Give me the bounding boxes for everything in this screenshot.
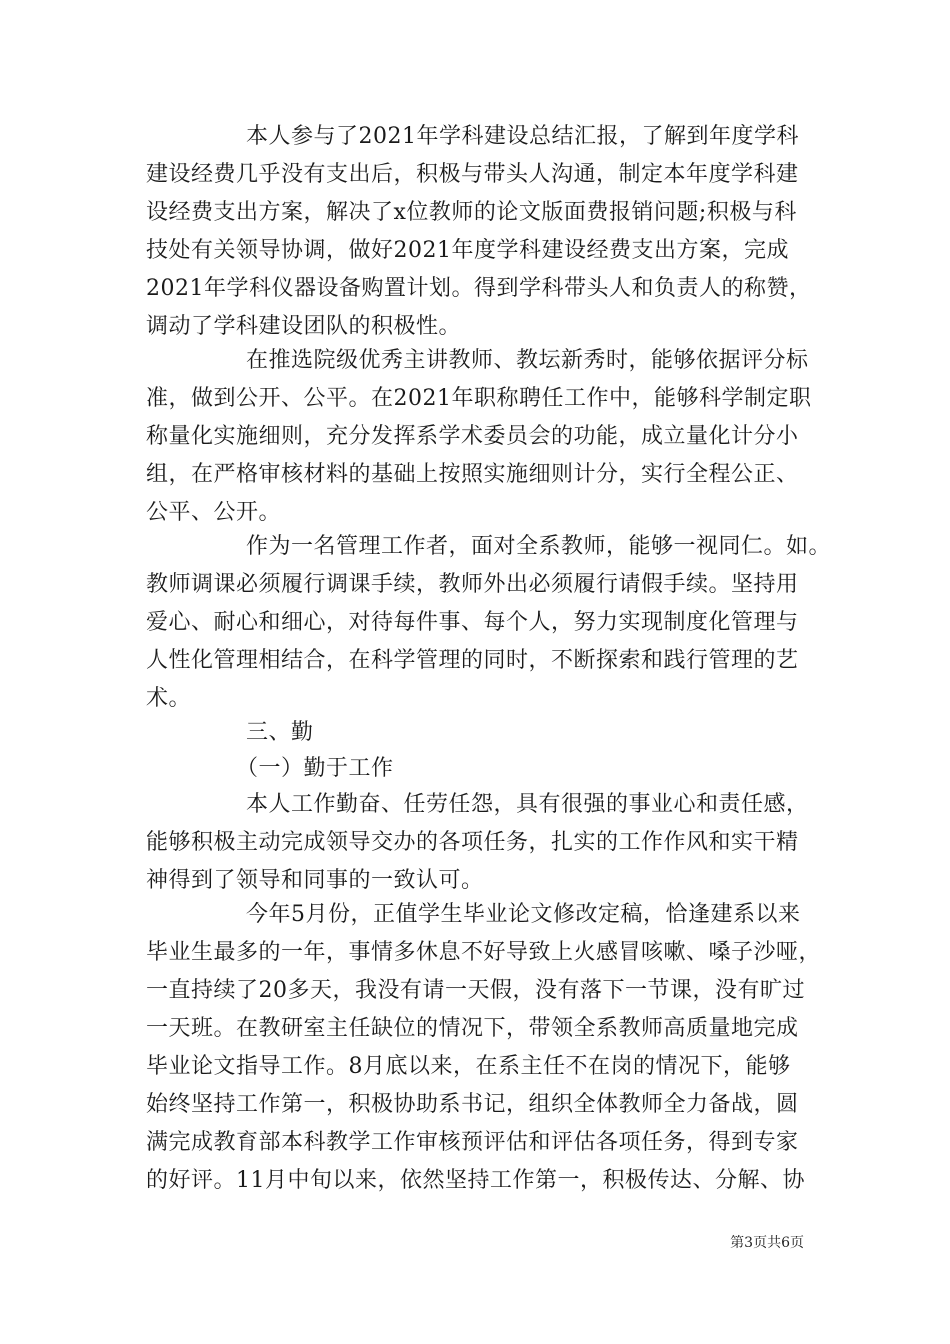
text-line: 术。 (146, 686, 192, 711)
text-line: 建设经费几乎没有支出后，积极与带头人沟通，制定本年度学科建 (146, 162, 799, 187)
text-line: 一天班。在教研室主任缺位的情况下，带领全系教师高质量地完成 (146, 1016, 799, 1041)
section-heading: 三、勤 (246, 720, 314, 745)
text-line: 一直持续了20多天，我没有请一天假，没有落下一节课，没有旷过 (146, 978, 805, 1003)
text-line: 作为一名管理工作者，面对全系教师，能够一视同仁。如。 (246, 534, 832, 559)
text-line: 能够积极主动完成领导交办的各项任务，扎实的工作作风和实干精 (146, 830, 799, 855)
text-line: 满完成教育部本科教学工作审核预评估和评估各项任务，得到专家 (146, 1130, 799, 1155)
text-line: 毕业论文指导工作。8月底以来，在系主任不在岗的情况下，能够 (146, 1054, 791, 1079)
text-line: 教师调课必须履行调课手续，教师外出必须履行请假手续。坚持用 (146, 572, 799, 597)
subsection-heading: （一）勤于工作 (236, 756, 394, 781)
text-line: 技处有关领导协调，做好2021年度学科建设经费支出方案，完成 (146, 238, 789, 263)
text-line: 本人参与了2021年学科建设总结汇报，了解到年度学科 (246, 124, 799, 149)
text-line: 在推选院级优秀主讲教师、教坛新秀时，能够依据评分标 (246, 348, 809, 373)
text-line: 本人工作勤奋、任劳任怨，具有很强的事业心和责任感， (246, 792, 809, 817)
text-line: 的好评。11月中旬以来，依然坚持工作第一，积极传达、分解、协 (146, 1168, 805, 1193)
text-line: 设经费支出方案，解决了x位教师的论文版面费报销问题;积极与科 (146, 200, 797, 225)
text-line: 调动了学科建设团队的积极性。 (146, 314, 462, 339)
page-number: 第3页共6页 (730, 1235, 804, 1251)
text-line: 今年5月份，正值学生毕业论文修改定稿，恰逢建系以来 (246, 902, 801, 927)
text-line: 称量化实施细则，充分发挥系学术委员会的功能，成立量化计分小 (146, 424, 799, 449)
text-line: 公平、公开。 (146, 500, 282, 525)
text-line: 神得到了领导和同事的一致认可。 (146, 868, 484, 893)
text-line: 始终坚持工作第一，积极协助系书记，组织全体教师全力备战，圆 (146, 1092, 799, 1117)
text-line: 2021年学科仪器设备购置计划。得到学科带头人和负责人的称赞， (146, 276, 812, 301)
text-line: 组，在严格审核材料的基础上按照实施细则计分，实行全程公正、 (146, 462, 799, 487)
text-line: 毕业生最多的一年，事情多休息不好导致上火感冒咳嗽、嗓子沙哑， (146, 940, 822, 965)
text-line: 爱心、耐心和细心，对待每件事、每个人，努力实现制度化管理与 (146, 610, 799, 635)
text-line: 准，做到公开、公平。在2021年职称聘任工作中，能够科学制定职 (146, 386, 812, 411)
text-line: 人性化管理相结合，在科学管理的同时，不断探索和践行管理的艺 (146, 648, 799, 673)
